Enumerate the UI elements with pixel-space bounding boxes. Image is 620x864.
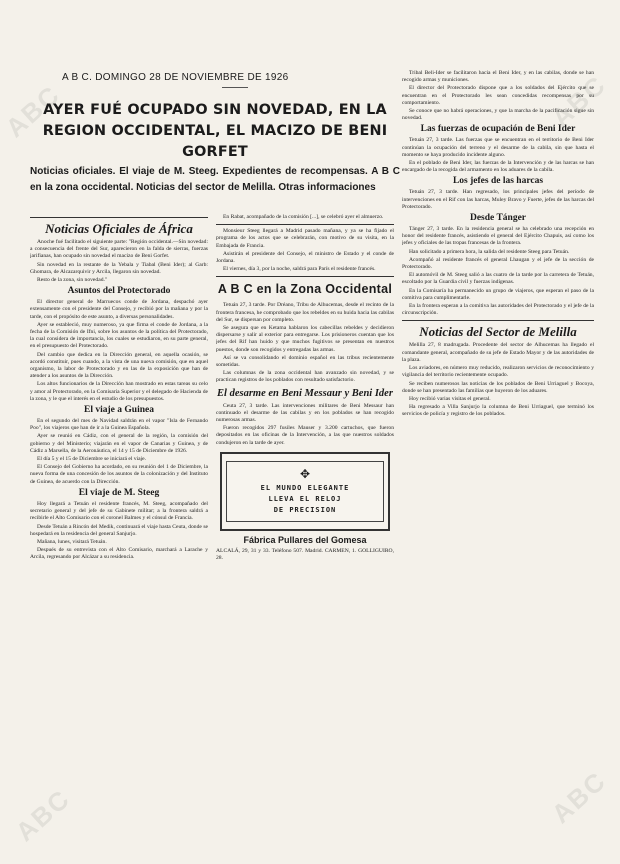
paragraph: En el poblado de Beni Ider, las fuerzas de la Intervención y de las harcas se han encargado de la recogida del armamento en los aduares de la cabila. [402,160,594,174]
paragraph: Han solicitado a primera hora, la salida del residente Steeg para Tetuán. [409,248,570,255]
paragraph: Hoy recibió varias visitas el general. [409,395,491,402]
paragraph: El Consejo del Gobierno ha acordado, en su reunión del 1 de Diciembre, la nueva forma de una concesión de los asuntos de la colonización y del Instituto de Guinea, de acuerdo con la Dirección. [30,464,208,485]
paragraph: Tetuán 27, 3 tarde. Han regresado, los principales jefes del período de intervenciones en el Rif con las harcas, Muley Bravo y Fuerte, jefes de las harcas del Protectorado. [402,189,594,210]
ad-line-2: LLEVA EL RELOJ [268,494,342,503]
section-title-noticias-oficiales: Noticias Oficiales de África [45,221,193,236]
column-2 [216,214,394,858]
paragraph: El día 5 y el 15 de Diciembre se iniciará el viaje. [37,456,147,463]
paragraph: Del cambio que dedica en la Dirección general, en aquella ocasión, se acordó constituir, pues cuando, a la vista de una nueva comisión, que en aquel organismo, la labor de Protectorado y en las de la exposición que han de atender a los asuntos de la Dirección. [30,351,208,380]
paragraph: Sin novedad en la restante de la Yebala y Tiabal (Beni Ider); al Garb: Ghomara, de Alcazarquivir y Arcila, llegaron sin novedad. [30,261,208,275]
section-title-guinea: El viaje a Guinea [84,405,154,416]
watermark-top-left: ABC [0,79,67,144]
paragraph: Los altos funcionarios de la Dirección han mostrado en estas tareas su celo y amor al Protectorado, en la Comisaría Superior y el delegado de Hacienda de la zona, y le que el interés en el estudio de los presupuestos. [30,381,208,402]
paragraph: Tribal Beli-Ider se facilitaron hacia el Beni Ider, y en las cabilas, donde se han recogido armas y municiones. [402,70,594,84]
watermark-top-right: ABC [545,69,613,134]
paragraph: Ha regresado a Villa Sanjurjo la columna de Beni Urriaguel, que terminó los servicios de policía y registro de los poblados. [402,404,594,418]
paragraph: El director del Protectorado dispone que a los soldados del Ejército que se encuentran en el Protectorado les sean concedidas recompensas por su comportamiento. [402,85,594,106]
paragraph: Resto de la zona, sin novedad." [37,277,108,284]
paragraph: Anoche fué facilitado el siguiente parte: "Región occidental.—Sin novedad: a consecuencia del frente del Sur, aparecieron en la falda de sierras, fuerzas jarifianas, han ocupado sin novedad el macizo de Beni Gorfet. [30,239,208,260]
paragraph: Se conoce que no habrá operaciones, y que la marcha de la pacificación sigue sin novedad. [402,108,594,122]
paragraph: Monsieur Steeg llegará a Madrid pasado mañana, y ya se ha fijado el programa de los actos que se celebrarán, con motivo de su visita, en la Embajada de Francia. [216,228,394,249]
paragraph: Se asegura que en Ketama hablaron los cabecillas rebeldes y decidieron dispersarse y salir al exterior para entregarse. Los prisioneros cuentan que los jefes del Rif han huido y que muchos fugitivos se presentan en nuestros puestos, donde son recogidos y entregadas las armas. [216,325,394,353]
paragraph: Acompañó al residente francés el general Lhaugan y el jefe de la sección de Protectorado. [402,256,594,271]
paragraph: Hoy llegará a Tetuán el residente francés, M. Steeg, acompañado del secretario general y del jefe de su Gabinete militar; a la frontera saldrá a recibirle el Alto Comisario con el coronel Balmes y el cónsul de Francia. [30,500,208,522]
cross-ornament-icon: ✥ [299,466,311,481]
paragraph: En la Comisaría ha permanecido un grupo de viajeros, que esperan el paso de la comitiva para cumplimentarle. [402,287,594,301]
watch-advertisement [220,452,390,531]
running-head-rule [222,87,248,88]
section-rule [30,217,208,218]
paragraph: Las columnas de la zona occidental han avanzado sin novedad, y se practican registros de los poblados con resultado satisfactorio. [216,370,394,384]
main-headline: AYER FUÉ OCUPADO SIN NOVEDAD, EN LA REGION OCCIDENTAL, EL MACIZO DE BENI GORFET [42,102,388,160]
column-3 [402,70,594,860]
watermark-bottom-right: ABC [545,765,613,830]
paragraph: Asistirán el presidente del Consejo, el ministro de Estado y el conde de Jordana. [216,250,394,265]
paragraph: Fueron recogidos 297 fusiles Mauser y 3.200 cartuchos, que fueron depositados en las oficinas de la Intervención, a las que nuestros soldados condujeron en la tarde de ayer. [216,425,394,446]
section-title-steeg: El viaje de M. Steeg [78,487,160,498]
ad-line-3: DE PRECISION [273,505,337,514]
section-rule [216,224,394,225]
column-1 [30,214,208,858]
watermark-bottom-left: ABC [9,783,77,848]
section-title-tanger: Desde Tánger [469,213,527,224]
section-title-abc-zona-occidental: A B C en la Zona Occidental [217,282,393,297]
paragraph: Tánger 27, 3 tarde. En la residencia general se ha celebrado una recepción en honor del residente francés, asistiendo el general del Ejército Chapuis, así como los jefes y oficiales de las tropas francesas de la frontera. [402,226,594,247]
section-title-protectorado: Asuntos del Protectorado [67,286,171,297]
paragraph: Desde Tetuán a Rincón del Medik, continuará el viaje hasta Ceuta, donde se hospedará en la residencia del general Sanjurjo. [30,523,208,537]
paragraph: En la frontera esperan a la comitiva las autoridades del Protectorado y el jefe de la circunscripción. [402,303,594,317]
section-rule [216,276,394,277]
paragraph: Así se va consolidando el dominio español en las tribus recientemente sometidas. [216,354,394,369]
section-title-melilla: Noticias del Sector de Melilla [419,324,577,340]
ad-frame [226,461,384,522]
main-subtitle: Noticias oficiales. El viaje de M. Steeg. Expedientes de recompensas. A B C en la zona occidental. Noticias del sector de Melilla. Otras informaciones [30,166,400,193]
paragraph: Ayer se estableció, muy numeroso, ya que firma el conde de Jordana, a la fecha de la Comisión de Ifni, sobre los asuntos de la política del Protectorado, la cual considera de importancia, los cuales se estudiaron, en su parte general, en el presupuesto del Protectorado. [30,321,208,350]
ad-line-1: EL MUNDO ELEGANTE [260,483,350,492]
paragraph: Tetuán 27, 3 tarde. Por Dréano, Tribu de Alhucemas, desde el recinto de la frontera francesa, he comprobado que los rebeldes en su huida hacia las cabilas del Sur, se dispersan por completo. [216,302,394,323]
paragraph: El director general de Marruecos conde de Jordana, despachó ayer extensamente con el presidente del Consejo, y recibió por la mañana y por la tarde, con el propósito de este asunto, a diversas personalidades. [30,299,208,320]
paragraph: Ceuta 27, 3 tarde. Las intervenciones militares de Beni Messaur han continuado el desarme de las cabilas y en los poblados se han recogido numerosas armas. [216,402,394,424]
paragraph: En Rabat, acompañado de la comisión [...], se celebró ayer el almuerzo. [223,214,384,220]
section-title-desarme: El desarme en Beni Messaur y Beni Ider [217,387,393,399]
ad-store-address: ALCALÁ, 29, 31 y 33. Teléfono 507. Madrid. CARMEN, 1. GOLLIGUIRO, 28. [216,547,394,562]
paragraph: En el segundo del mes de Navidad saldrán en el vapor "Isla de Fernando Poo", los viajeros que han de ir a la Guinea Española. [30,418,208,432]
paragraph: Ayer se reunió en Cádiz, con el general de la región, la comisión del gobierno y del Ministerio; viajarán en el vapor de Canarias y Guinea, y de Cádiz a Marsella, de la Aeronáutica, el 14 y 15 de Diciembre de 1926. [30,433,208,454]
paragraph: El automóvil de M. Steeg salió a las cuatro de la tarde por la carretera de Tetuán, escoltado por la Guardia civil y fuerzas indígenas. [402,272,594,286]
paragraph: Melilla 27, 8 madrugada. Procedente del sector de Alhucemas ha llegado el comandante general, acompañado de su jefe de Estado Mayor y de las autoridades de la plaza. [402,342,594,363]
paragraph: Los aviadores, en número muy reducido, realizaron servicios de reconocimiento y vigilancia del territorio recientemente ocupado. [402,365,594,379]
paragraph: Se reciben numerosos las noticias de los poblados de Beni Urriaguel y Bocoya, donde se han presentado las familias que huyeron de los aduares. [402,380,594,394]
section-title-fuerzas: Las fuerzas de ocupación de Beni Ider [420,124,576,135]
paragraph: El viernes, día 3, por la noche, saldrá para París el residente francés. [223,266,376,273]
running-head: A B C. DOMINGO 28 DE NOVIEMBRE DE 1926 [62,72,289,83]
section-rule [402,320,594,321]
section-title-jefes-harcas: Los jefes de las harcas [452,176,544,187]
paragraph: Tetuán 27, 3 tarde. Las fuerzas que se encuentran en el territorio de Beni Ider continúan la ocupación del terreno y el desarme de la cabila, sin que hasta el momento se haya producido incidente alguno. [402,137,594,158]
ad-store-name: Fábrica Pullares del Gomesa [243,534,367,545]
paragraph: Mañana, lunes, visitará Tetuán. [37,538,107,545]
paragraph: Después de su entrevista con el Alto Comisario, marchará a Larache y Arcila, regresando por Alcázar a su residencia. [30,547,208,561]
